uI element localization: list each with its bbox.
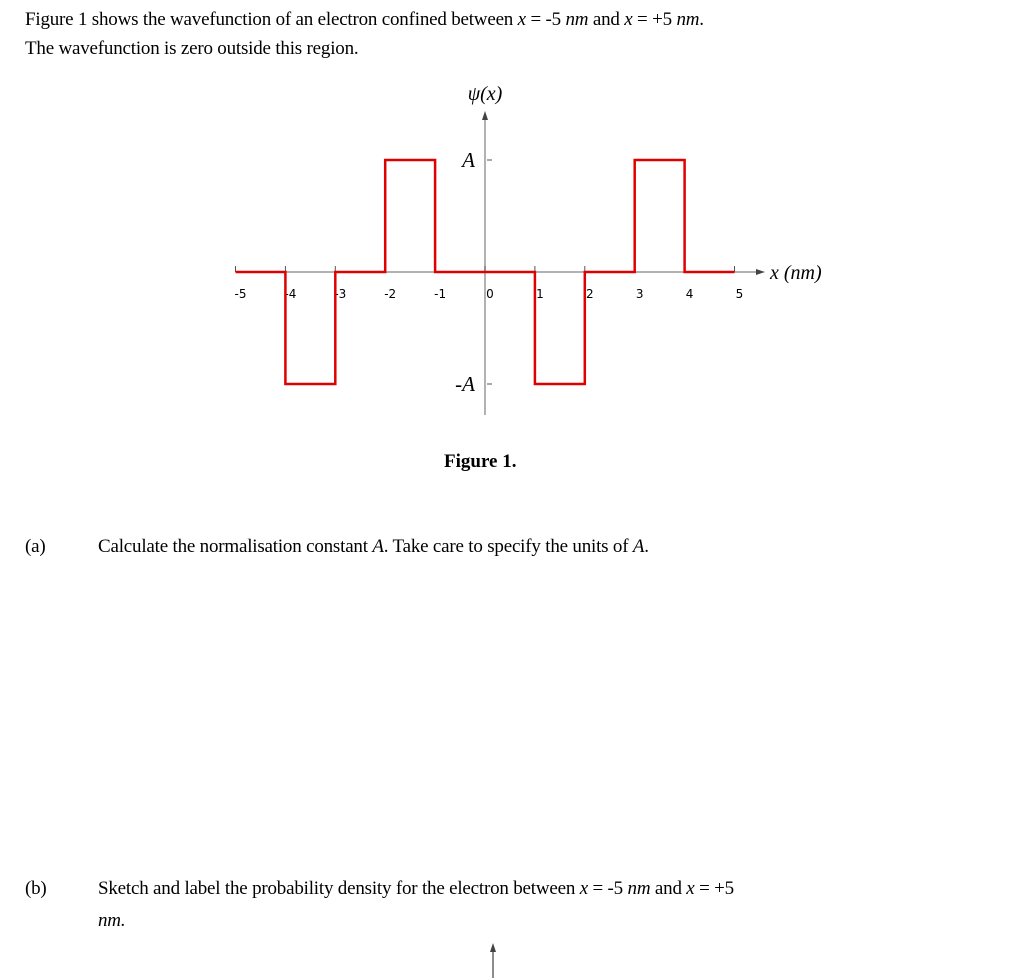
text: Sketch and label the probability density for the electron between	[98, 878, 580, 899]
math-x: x	[624, 9, 633, 30]
math-A: A	[372, 536, 384, 557]
text: and	[588, 9, 625, 30]
x-tick-label: -5	[234, 287, 247, 301]
x-tick-label: -2	[384, 287, 397, 301]
x-tick-label: 1	[536, 287, 544, 301]
text: = -5	[587, 878, 628, 899]
math-x: x	[517, 9, 526, 30]
question-b-text	[98, 878, 734, 900]
x-tick-label: -1	[434, 287, 447, 301]
text: = +5	[632, 9, 677, 30]
y-tick-label: -A	[455, 372, 475, 396]
math-A: A	[632, 536, 645, 557]
text: = -5	[525, 9, 566, 30]
text: . Take care to specify the units of	[383, 536, 633, 557]
y-axis-label: ψ(x)	[467, 83, 503, 105]
text: .	[699, 9, 704, 30]
text: Figure 1 shows the wavefunction of an electron confined between	[25, 9, 518, 30]
math-x: x	[579, 878, 588, 899]
unit-nm: nm	[565, 9, 589, 30]
text: = +5	[694, 878, 734, 899]
text: Calculate the normalisation constant	[98, 536, 373, 557]
x-axis-label: x (nm)	[770, 262, 822, 284]
text: .	[644, 536, 649, 557]
math-x: x	[686, 878, 695, 899]
x-tick-label: 0	[486, 287, 494, 301]
y-axis-arrow	[482, 111, 488, 120]
bottom-axis-arrow	[490, 943, 496, 978]
question-b-text-2: nm.	[98, 910, 126, 931]
x-tick-label: -3	[334, 287, 347, 301]
question-a-text	[98, 536, 649, 558]
x-axis-arrow	[756, 269, 765, 275]
x-tick-label: 3	[635, 287, 644, 301]
text: and	[650, 878, 687, 899]
y-tick-label: A	[462, 148, 475, 172]
question-b-label: (b)	[25, 878, 47, 899]
unit-nm: nm	[676, 9, 700, 30]
x-tick-label: 2	[585, 287, 594, 301]
question-a-label: (a)	[25, 536, 46, 557]
x-tick-label: 5	[735, 287, 744, 301]
figure-caption: Figure 1.	[444, 451, 517, 472]
intro-line-2: The wavefunction is zero outside this region.	[25, 38, 359, 59]
x-tick-label: 4	[685, 287, 694, 301]
x-tick-label: -4	[284, 287, 297, 301]
unit-nm: nm	[627, 878, 651, 899]
